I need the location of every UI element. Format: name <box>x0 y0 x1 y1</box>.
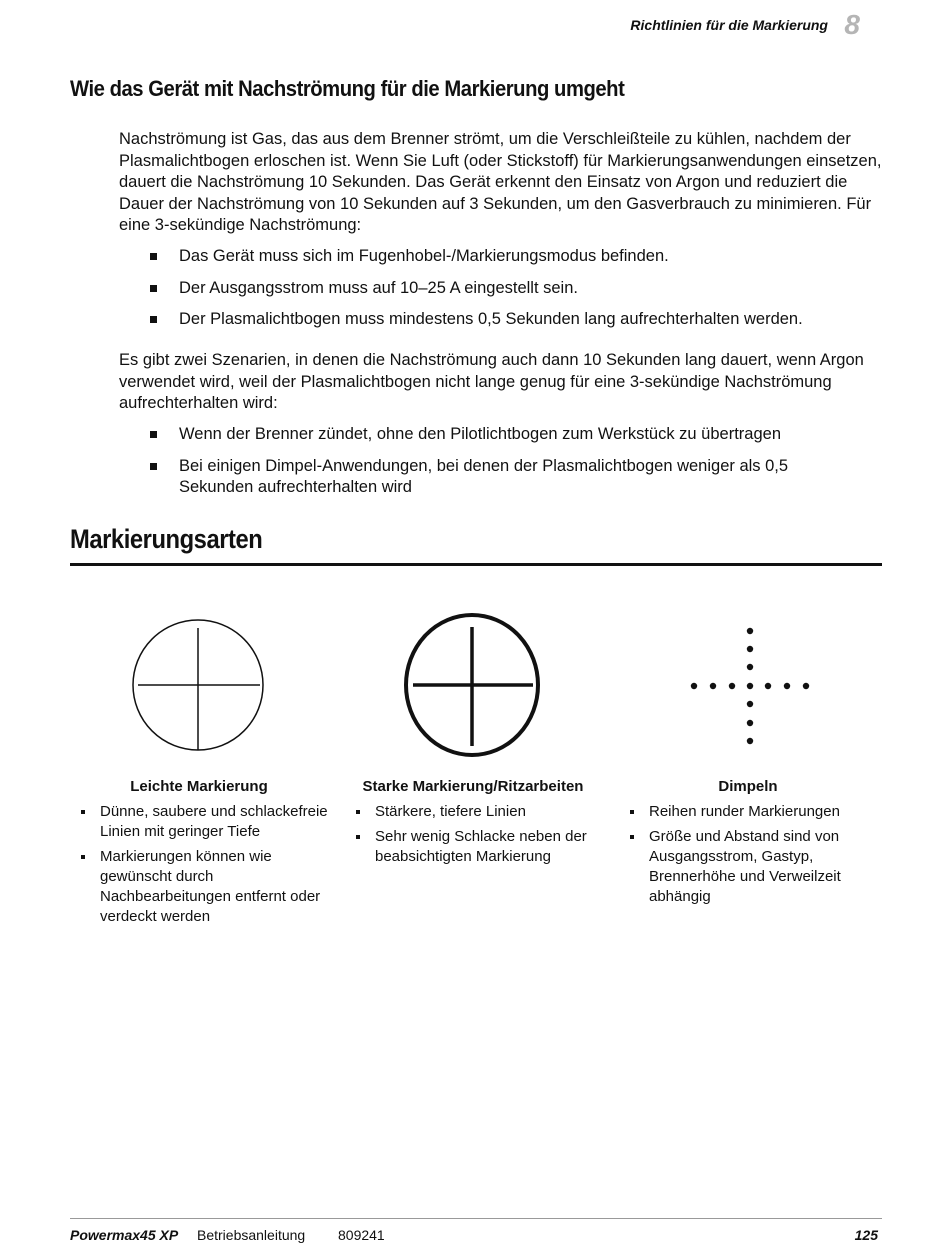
running-header-title: Richtlinien für die Markierung <box>630 17 828 33</box>
bullet-dot-icon <box>630 835 634 839</box>
list-item <box>150 246 870 268</box>
list-item <box>629 802 869 822</box>
list-item-text: Bei einigen Dimpel-Anwendungen, bei denen der Plasmalichtbogen weniger als 0,5 Sekunden aufrechterhalten wird <box>179 456 789 496</box>
list-item <box>80 802 330 842</box>
column-title-light-marking: Leichte Markierung <box>130 778 268 795</box>
column-title-heavy-marking: Starke Markierung/Ritzarbeiten <box>362 778 584 795</box>
list-item-text: Sehr wenig Schlacke neben der beabsichtigten Markierung <box>375 828 587 865</box>
list-item <box>629 827 869 907</box>
heading-underline <box>70 563 882 566</box>
list-item-text: Reihen runder Markierungen <box>649 803 840 820</box>
chapter-number: 8 <box>844 9 860 40</box>
list-item-text: Wenn der Brenner zündet, ohne den Pilotlichtbogen zum Werkstück zu übertragen <box>179 425 781 443</box>
bullet-list-conditions <box>150 246 870 341</box>
footer-document-title: Betriebsanleitung <box>197 1227 306 1243</box>
footer-document-number: 809241 <box>338 1227 385 1243</box>
bullet-square-icon <box>150 285 157 292</box>
list-item <box>150 309 870 331</box>
list-item-text: Größe und Abstand sind von Ausgangsstrom, Gastyp, Brennerhöhe und Verweilzeit abhängig <box>649 828 841 905</box>
column-list-light-marking <box>80 802 330 932</box>
list-item <box>150 456 810 499</box>
list-item-text: Stärkere, tiefere Linien <box>375 803 526 820</box>
list-item-text: Markierungen können wie gewünscht durch Nachbearbeitungen entfernt oder verdeckt werden <box>100 848 321 925</box>
bullet-dot-icon <box>81 810 85 814</box>
bullet-dot-icon <box>81 855 85 859</box>
bullet-square-icon <box>150 463 157 470</box>
column-list-heavy-marking <box>355 802 605 872</box>
list-item <box>150 278 870 300</box>
list-item-text: Der Plasmalichtbogen muss mindestens 0,5 Sekunden lang aufrechterhalten werden. <box>179 310 803 328</box>
page-number: 125 <box>854 1227 878 1243</box>
bullet-dot-icon <box>630 810 634 814</box>
list-item-text: Das Gerät muss sich im Fugenhobel-/Markierungsmodus befinden. <box>179 247 669 265</box>
light-marking-icon <box>118 610 278 760</box>
list-item-text: Der Ausgangsstrom muss auf 10–25 A eingestellt sein. <box>179 278 578 297</box>
bullet-dot-icon <box>356 810 360 814</box>
paragraph-scenarios: Es gibt zwei Szenarien, in denen die Nachströmung auch dann 10 Sekunden lang dauert, wenn Argon verwendet wird, weil der Plasmalichtbogen nicht lange genug für eine 3-sekündige Nachströmung aufrechterhalten wird: <box>119 351 864 412</box>
section-heading-markierungsarten: Markierungsarten <box>70 524 263 554</box>
column-title-dimple: Dimpeln <box>718 778 778 795</box>
footer-product-name: Powermax45 XP <box>70 1227 179 1243</box>
paragraph-nachstroemung-intro: Nachströmung ist Gas, das aus dem Brenner strömt, um die Verschleißteile zu kühlen, nachdem der Plasmalichtbogen erloschen ist. Wenn Sie Luft (oder Stickstoff) für Markierungsanwendungen einsetzen, dauert die Nachströmung 10 Sekunden. Das Gerät erkennt den Einsatz von Argon und reduziert die Dauer der Nachströmung von 10 Sekunden auf 3 Sekunden, um den Gasverbrauch zu minimieren. Für eine 3-sekündige Nachströmung: <box>119 130 882 234</box>
bullet-square-icon <box>150 431 157 438</box>
bullet-square-icon <box>150 253 157 260</box>
dimple-marking-icon <box>670 610 830 760</box>
footer-divider <box>70 1218 882 1219</box>
list-item <box>355 827 605 867</box>
heavy-marking-icon <box>392 610 552 760</box>
section-heading-nachstroemung: Wie das Gerät mit Nachströmung für die Markierung umgeht <box>70 76 625 101</box>
bullet-square-icon <box>150 316 157 323</box>
list-item <box>80 847 330 927</box>
column-list-dimple <box>629 802 869 912</box>
bullet-list-scenarios <box>150 424 810 509</box>
list-item-text: Dünne, saubere und schlackefreie Linien mit geringer Tiefe <box>100 803 328 840</box>
list-item <box>150 424 810 446</box>
bullet-dot-icon <box>356 835 360 839</box>
list-item <box>355 802 605 822</box>
